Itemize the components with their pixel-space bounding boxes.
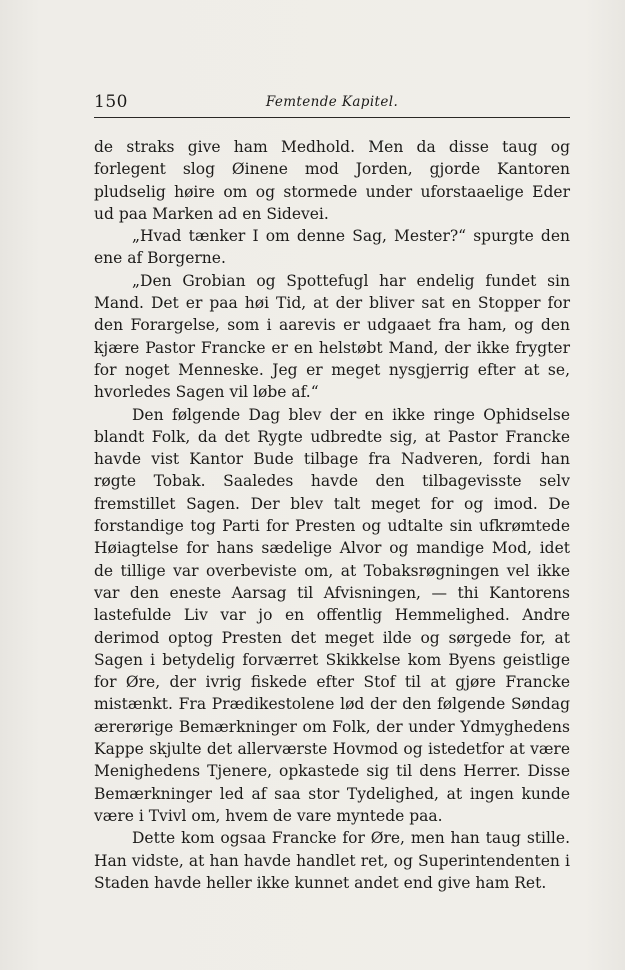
body-text bbox=[94, 136, 570, 894]
page-number: 150 bbox=[94, 92, 128, 112]
paragraph: Dette kom ogsaa Francke for Øre, men han taug stille. Han vidste, at han havde handlet ret, og Superintendenten i Staden havde heller ikke kunnet andet end give ham Ret. bbox=[94, 829, 570, 892]
header-rule bbox=[94, 117, 570, 118]
chapter-title: Femtende Kapitel. bbox=[265, 94, 399, 110]
paragraph: de straks give ham Medhold. Men da disse taug og forlegent slog Øinene mod Jorden, gjorde Kantoren pludselig høire om og stormede under uforstaaelige Eder ud paa Marken ad en Sidevei. bbox=[94, 138, 570, 223]
paragraph: „Den Grobian og Spottefugl har endelig fundet sin Mand. Det er paa høi Tid, at der bliver sat en Stopper for den Forargelse, som i aarevis er udgaaet fra ham, og den kjære Pastor Francke er en helstøbt Mand, der ikke frygter for noget Menneske. Jeg er meget nysgjerrig efter at se, hvorledes Sagen vil løbe af.“ bbox=[94, 271, 570, 402]
paragraph: Den følgende Dag blev der en ikke ringe Ophidselse blandt Folk, da det Rygte udbredte sig, at Pastor Francke havde vist Kantor Bude tilbage fra Nadveren, fordi han røgte Tobak. Saaledes havde den tilbagevisste selv fremstillet Sagen. Der blev talt meget for og imod. De forstandige tog Parti for Presten og udtalte sin ufkrømtede Høiagtelse for hans sædelige Alvor og mandige Mod, idet de tillige var overbeviste om, at Tobaksrøgningen vel ikke var den eneste Aarsag til Afvisningen, — thi Kantorens lastefulde Liv var jo en offentlig Hemmelighed. Andre derimod optog Presten det meget ilde og sørgede for, at Sagen i betydelig forværret Skikkelse kom Byens geistlige for Øre, der ivrig fiskede efter Stof til at gjøre Francke mistænkt. Fra Prædikestolene lød der den følgende Søndag ærerørige Bemærkninger om Folk, der under Ydmyghedens Kappe skjulte det allerværste Hovmod og istedetfor at være Menighedens Tjenere, opkastede sig til dens Herrer. Disse Bemærkninger led af saa stor Tydelighed, at ingen kunde være i Tvivl om, hvem de vare myntede paa. bbox=[94, 405, 570, 825]
running-header bbox=[94, 92, 570, 114]
paragraph: „Hvad tænker I om denne Sag, Mester?“ spurgte den ene af Borgerne. bbox=[94, 227, 570, 268]
